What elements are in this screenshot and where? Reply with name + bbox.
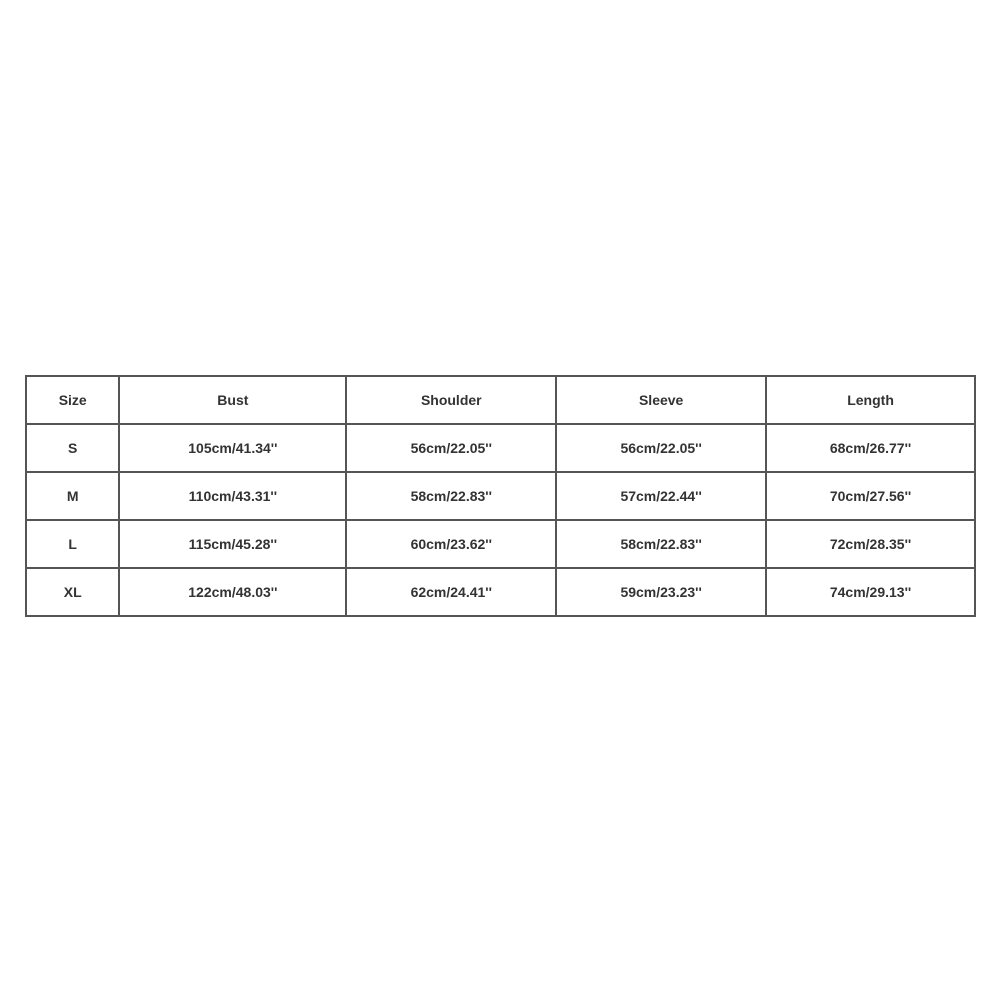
cell-size: M [26,472,119,520]
table-row [26,568,975,616]
cell-size: S [26,424,119,472]
header-bust: Bust [119,376,346,424]
table-row [26,520,975,568]
cell-sleeve: 57cm/22.44'' [556,472,766,520]
cell-bust: 110cm/43.31'' [119,472,346,520]
cell-length: 70cm/27.56'' [766,472,975,520]
cell-shoulder: 60cm/23.62'' [346,520,556,568]
header-size: Size [26,376,119,424]
cell-shoulder: 58cm/22.83'' [346,472,556,520]
cell-sleeve: 58cm/22.83'' [556,520,766,568]
cell-bust: 105cm/41.34'' [119,424,346,472]
cell-sleeve: 59cm/23.23'' [556,568,766,616]
cell-size: XL [26,568,119,616]
cell-length: 68cm/26.77'' [766,424,975,472]
cell-length: 74cm/29.13'' [766,568,975,616]
cell-size: L [26,520,119,568]
cell-shoulder: 56cm/22.05'' [346,424,556,472]
table-row [26,424,975,472]
header-sleeve: Sleeve [556,376,766,424]
size-chart-table [25,375,976,617]
table-header-row [26,376,975,424]
header-length: Length [766,376,975,424]
header-shoulder: Shoulder [346,376,556,424]
cell-bust: 115cm/45.28'' [119,520,346,568]
cell-length: 72cm/28.35'' [766,520,975,568]
cell-sleeve: 56cm/22.05'' [556,424,766,472]
cell-shoulder: 62cm/24.41'' [346,568,556,616]
table-row [26,472,975,520]
cell-bust: 122cm/48.03'' [119,568,346,616]
